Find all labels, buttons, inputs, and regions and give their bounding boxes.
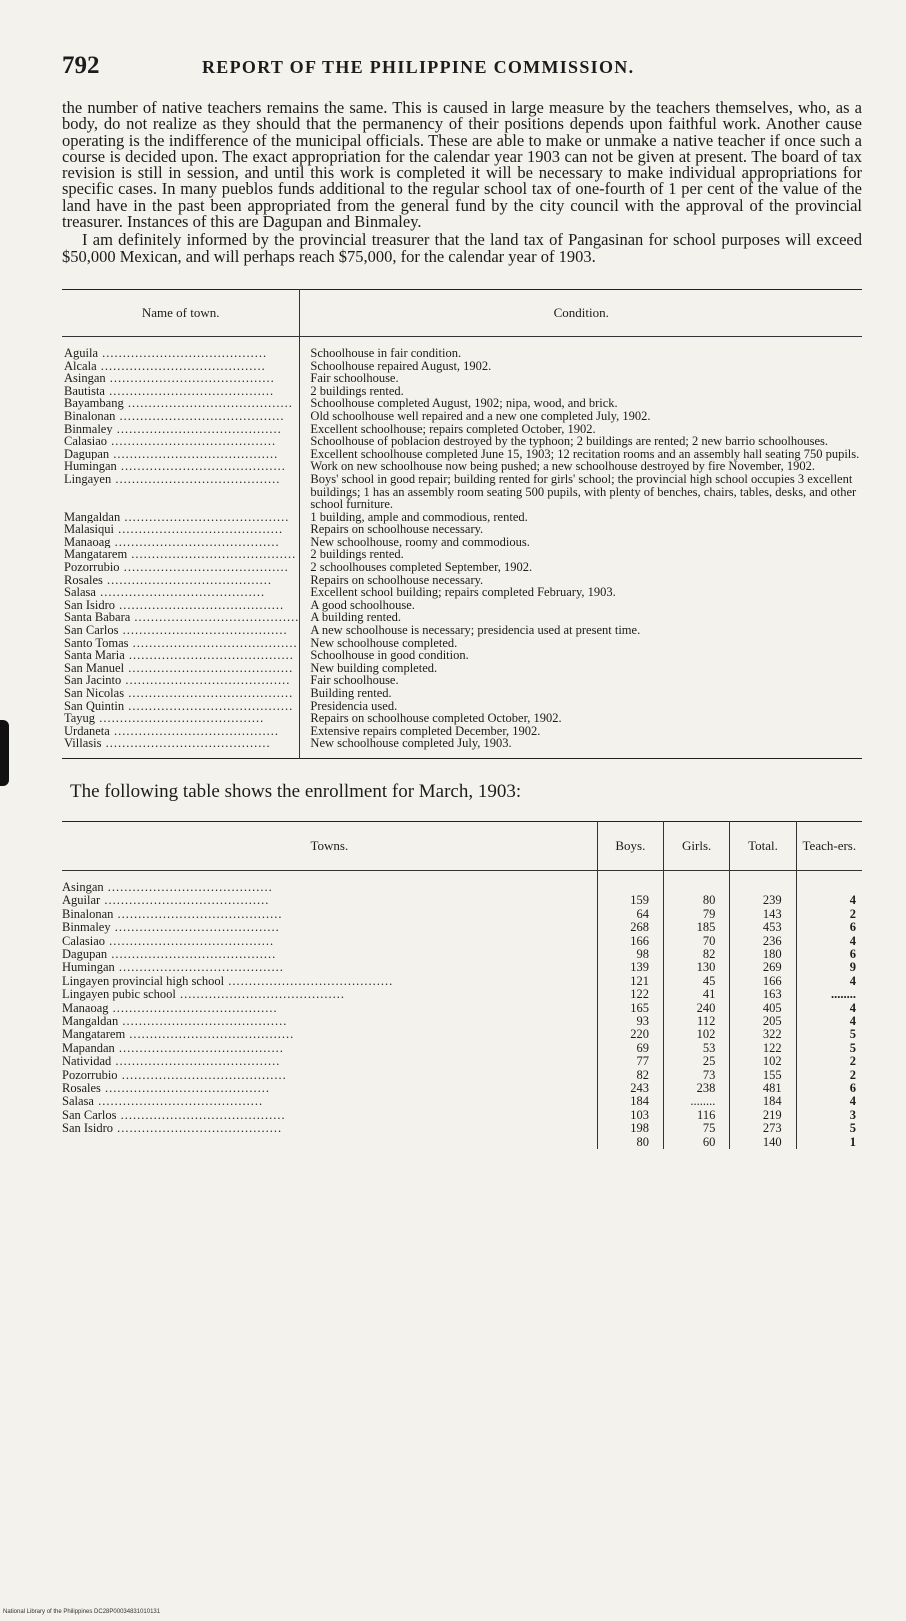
document-page xyxy=(62,52,862,1149)
town-name-cell xyxy=(62,423,300,436)
condition-row xyxy=(62,410,862,423)
town-cell xyxy=(62,1069,597,1082)
condition-text: Work on new schoolhouse now being pushed; a new schoolhouse destroyed by fire November, 1902. xyxy=(310,459,816,474)
town-name: San Carlos ..... xyxy=(62,1109,286,1122)
teachers-value: ........ xyxy=(796,988,862,1001)
enrollment-row xyxy=(62,1028,862,1041)
teachers-value: 2 xyxy=(796,1069,862,1082)
town-cell xyxy=(62,908,597,921)
total-value: 273 xyxy=(730,1122,796,1135)
town-name-cell xyxy=(62,536,300,549)
town-name: Villasis ..... xyxy=(64,737,271,750)
enrollment-row xyxy=(62,1095,862,1108)
town-cell xyxy=(62,1055,597,1068)
total-value: 205 xyxy=(730,1015,796,1028)
total-value: 122 xyxy=(730,1042,796,1055)
boys-value: 243 xyxy=(597,1082,663,1095)
enrollment-table-header xyxy=(62,821,862,870)
girls-value xyxy=(664,870,730,894)
town-name: San Isidro ..... xyxy=(62,1122,282,1135)
town-name-cell xyxy=(62,473,300,511)
town-name: San Carlos ..... xyxy=(64,624,288,637)
town-name-cell xyxy=(62,336,300,359)
girls-value: 80 xyxy=(664,894,730,907)
condition-row xyxy=(62,649,862,662)
enrollment-table xyxy=(62,821,862,1149)
condition-row xyxy=(62,662,862,675)
running-head: REPORT OF THE PHILIPPINE COMMISSION. xyxy=(202,57,635,77)
town-name: Aguilar ..... xyxy=(62,894,269,907)
enrollment-row xyxy=(62,921,862,934)
condition-text: New building completed. xyxy=(310,660,438,675)
total-value: 140 xyxy=(730,1136,796,1149)
town-name-cell xyxy=(62,725,300,738)
town-cell xyxy=(62,1136,597,1149)
town-name: Bayambang ..... xyxy=(64,397,293,410)
town-name: Santo Tomas ..... xyxy=(64,637,298,650)
enrollment-row xyxy=(62,908,862,921)
name-of-town-header: Name of town. xyxy=(62,289,300,336)
town-name: Humingan ..... xyxy=(64,460,286,473)
town-name: Manaoag ..... xyxy=(62,1002,278,1015)
town-name: Binalonan ..... xyxy=(64,410,285,423)
town-name-cell xyxy=(62,624,300,637)
town-name: San Quintin ..... xyxy=(64,700,293,713)
teachers-header: Teach-ers. xyxy=(796,821,862,870)
town-cell xyxy=(62,1122,597,1135)
condition-text: Schoolhouse in good condition. xyxy=(310,648,469,663)
girls-value: 60 xyxy=(664,1136,730,1149)
girls-value: 130 xyxy=(664,961,730,974)
town-name: Calasiao ..... xyxy=(62,935,274,948)
total-value: 453 xyxy=(730,921,796,934)
town-cell xyxy=(62,894,597,907)
town-name-cell xyxy=(62,611,300,624)
town-name: San Isidro ..... xyxy=(64,599,284,612)
town-cell xyxy=(62,988,597,1001)
town-name: Humingan ..... xyxy=(62,961,284,974)
enrollment-row xyxy=(62,935,862,948)
girls-value: 79 xyxy=(664,908,730,921)
town-name: Binmaley ..... xyxy=(62,921,280,934)
town-name: Asingan ..... xyxy=(62,880,273,894)
town-cell xyxy=(62,1028,597,1041)
girls-value: 82 xyxy=(664,948,730,961)
boys-value: 64 xyxy=(597,908,663,921)
condition-text: Excellent schoolhouse completed June 15, 1903; 12 recitation rooms and an assembly hall seating 750 pupils. xyxy=(310,446,860,461)
town-cell xyxy=(62,1095,597,1108)
condition-header: Condition. xyxy=(300,289,862,336)
girls-value: 75 xyxy=(664,1122,730,1135)
teachers-value: 1 xyxy=(796,1136,862,1149)
enrollment-row xyxy=(62,1136,862,1149)
girls-value: 73 xyxy=(664,1069,730,1082)
town-name-cell xyxy=(62,586,300,599)
girls-header: Girls. xyxy=(664,821,730,870)
teachers-value: 4 xyxy=(796,1002,862,1015)
boys-value: 80 xyxy=(597,1136,663,1149)
boys-value: 165 xyxy=(597,1002,663,1015)
town-name-cell xyxy=(62,360,300,373)
condition-text: Building rented. xyxy=(310,686,392,700)
condition-text: Boys' school in good repair; building rented for girls' school; the provincial high school occupies 3 excellent buildings; 1 has an assembly room seating 500 pupils, with plenty of benches, chairs, tables, desks, and other school furniture. xyxy=(310,471,857,512)
condition-text: 2 schoolhouses completed September, 1902. xyxy=(310,560,533,575)
condition-row xyxy=(62,372,862,385)
condition-text: Extensive repairs completed December, 1902. xyxy=(310,723,541,738)
town-name-cell xyxy=(62,687,300,700)
town-name-cell xyxy=(62,574,300,587)
boys-value: 166 xyxy=(597,935,663,948)
condition-text: A good schoolhouse. xyxy=(310,597,415,612)
paragraph-1: the number of native teachers remains the same. This is caused in large measure by the teachers themselves, who, as a body, do not realize as they should that the permanency of their positions depends upon faithful work. Another cause operating is the indifference of the municipal officials. These are able to make or unmake a native teacher if once such a course is decided upon. The exact appropriation for the calendar year 1903 can not be given at present. The board of tax revision is still in session, and until this work is completed it will be necessary to make individual appropriations for specific cases. In many pueblos funds additional to the regular school tax of one-fourth of 1 per cent of the value of the land have in the past been appropriated from the general fund by the city council with the approval of the provincial treasurer. Instances of this are Dagupan and Binmaley. xyxy=(62,98,862,232)
town-name: Rosales ..... xyxy=(64,574,272,587)
town-name-cell xyxy=(62,523,300,536)
boys-value: 122 xyxy=(597,988,663,1001)
condition-text: Excellent schoolhouse; repairs completed October, 1902. xyxy=(310,421,596,436)
town-name: Mangaldan ..... xyxy=(62,1015,287,1028)
teachers-value xyxy=(796,870,862,894)
girls-value: 53 xyxy=(664,1042,730,1055)
total-value: 166 xyxy=(730,975,796,988)
boys-header: Boys. xyxy=(597,821,663,870)
boys-value: 121 xyxy=(597,975,663,988)
town-name: Salasa ..... xyxy=(62,1095,263,1108)
condition-text: Schoolhouse in fair condition. xyxy=(310,345,462,360)
total-header: Total. xyxy=(730,821,796,870)
condition-text: New schoolhouse completed. xyxy=(310,635,458,650)
condition-row xyxy=(62,473,862,511)
teachers-value: 4 xyxy=(796,1015,862,1028)
condition-row xyxy=(62,674,862,687)
enrollment-row xyxy=(62,1082,862,1095)
boys-value: 77 xyxy=(597,1055,663,1068)
town-cell xyxy=(62,870,597,894)
enrollment-caption: The following table shows the enrollment for March, 1903: xyxy=(70,780,522,802)
town-name: Calasiao ..... xyxy=(64,435,276,448)
teachers-value: 9 xyxy=(796,961,862,974)
town-name-cell xyxy=(62,662,300,675)
teachers-value: 3 xyxy=(796,1109,862,1122)
town-name-cell xyxy=(62,372,300,385)
town-cell xyxy=(62,1042,597,1055)
town-name: Malasiqui ..... xyxy=(64,523,283,536)
town-name-cell xyxy=(62,448,300,461)
condition-row xyxy=(62,523,862,536)
town-name-cell xyxy=(62,737,300,758)
condition-row xyxy=(62,737,862,758)
paragraph-2: I am definitely informed by the provincial treasurer that the land tax of Pangasinan for school purposes will exceed $50,000 Mexican, and will perhaps reach $75,000, for the calendar year of 1903. xyxy=(62,230,862,266)
school-condition-table xyxy=(62,289,862,759)
condition-text: 2 buildings rented. xyxy=(310,547,404,562)
condition-row xyxy=(62,360,862,373)
town-name: Lingayen pubic school ..... xyxy=(62,988,345,1001)
boys-value: 98 xyxy=(597,948,663,961)
condition-text: Repairs on schoolhouse necessary. xyxy=(310,522,484,537)
condition-row xyxy=(62,712,862,725)
total-value: 236 xyxy=(730,935,796,948)
town-name: Pozorrubio ..... xyxy=(64,561,289,574)
condition-text: Fair schoolhouse. xyxy=(310,371,399,386)
town-name-cell xyxy=(62,548,300,561)
town-name-cell xyxy=(62,410,300,423)
town-name: San Manuel ..... xyxy=(64,662,293,675)
town-cell xyxy=(62,961,597,974)
boys-value xyxy=(597,870,663,894)
town-name: Mangaldan ..... xyxy=(64,511,289,524)
enrollment-row xyxy=(62,1069,862,1082)
town-name: Tayug ..... xyxy=(64,712,264,725)
teachers-value: 4 xyxy=(796,975,862,988)
boys-value: 184 xyxy=(597,1095,663,1108)
town-name: Manaoag ..... xyxy=(64,536,280,549)
town-name: Mangatarem ..... xyxy=(64,548,296,561)
enrollment-row xyxy=(62,1042,862,1055)
town-name: San Jacinto ..... xyxy=(64,674,290,687)
town-name: Bautista ..... xyxy=(64,385,274,398)
girls-value: 238 xyxy=(664,1082,730,1095)
town-name-cell xyxy=(62,712,300,725)
girls-value: 45 xyxy=(664,975,730,988)
enrollment-row xyxy=(62,961,862,974)
condition-text: 1 building, ample and commodious, rented. xyxy=(310,509,528,524)
town-name-cell xyxy=(62,599,300,612)
enrollment-row xyxy=(62,988,862,1001)
town-name-cell xyxy=(62,561,300,574)
total-value: 481 xyxy=(730,1082,796,1095)
condition-row xyxy=(62,586,862,599)
boys-value: 198 xyxy=(597,1122,663,1135)
condition-text: 2 buildings rented. xyxy=(310,383,404,398)
condition-text: Old schoolhouse well repaired and a new one completed July, 1902. xyxy=(310,408,651,423)
enrollment-row xyxy=(62,870,862,894)
town-name: Lingayen ..... xyxy=(64,473,280,486)
boys-value: 268 xyxy=(597,921,663,934)
boys-value: 82 xyxy=(597,1069,663,1082)
total-value xyxy=(730,870,796,894)
girls-value: 41 xyxy=(664,988,730,1001)
condition-text: A building rented. xyxy=(310,610,402,625)
teachers-value: 2 xyxy=(796,1055,862,1068)
town-name-cell xyxy=(62,397,300,410)
enrollment-row xyxy=(62,1055,862,1068)
enrollment-table-body xyxy=(62,870,862,1149)
girls-value: 102 xyxy=(664,1028,730,1041)
condition-text: Fair schoolhouse. xyxy=(310,673,399,688)
town-name: Binmaley ..... xyxy=(64,423,282,436)
town-name: San Nicolas ..... xyxy=(64,687,293,700)
boys-value: 220 xyxy=(597,1028,663,1041)
town-cell xyxy=(62,1002,597,1015)
enrollment-row xyxy=(62,975,862,988)
boys-value: 93 xyxy=(597,1015,663,1028)
town-name: Santa Babara ..... xyxy=(64,611,299,624)
town-cell xyxy=(62,921,597,934)
town-name: Mapandan ..... xyxy=(62,1042,284,1055)
town-cell xyxy=(62,935,597,948)
town-name: Binalonan ..... xyxy=(62,908,283,921)
town-name-cell xyxy=(62,511,300,524)
teachers-value: 4 xyxy=(796,935,862,948)
town-name: Lingayen provincial high school ..... xyxy=(62,975,393,988)
binding-mark xyxy=(0,720,9,786)
total-value: 155 xyxy=(730,1069,796,1082)
teachers-value: 6 xyxy=(796,948,862,961)
total-value: 405 xyxy=(730,1002,796,1015)
town-name: Alcala ..... xyxy=(64,360,266,373)
enrollment-row xyxy=(62,894,862,907)
town-cell xyxy=(62,948,597,961)
town-name-cell xyxy=(62,385,300,398)
condition-text: Presidencia used. xyxy=(310,698,398,713)
condition-table-body xyxy=(62,336,862,758)
condition-text: Excellent school building; repairs completed February, 1903. xyxy=(310,585,616,600)
boys-value: 69 xyxy=(597,1042,663,1055)
town-name-cell xyxy=(62,637,300,650)
boys-value: 103 xyxy=(597,1109,663,1122)
town-name: Mangatarem ..... xyxy=(62,1028,294,1041)
enrollment-row xyxy=(62,1015,862,1028)
total-value: 322 xyxy=(730,1028,796,1041)
town-name: Aguila ..... xyxy=(64,346,267,360)
town-name-cell xyxy=(62,700,300,713)
town-cell xyxy=(62,975,597,988)
teachers-value: 4 xyxy=(796,894,862,907)
town-name-cell xyxy=(62,460,300,473)
total-value: 184 xyxy=(730,1095,796,1108)
total-value: 219 xyxy=(730,1109,796,1122)
boys-value: 139 xyxy=(597,961,663,974)
boys-value: 159 xyxy=(597,894,663,907)
enrollment-row xyxy=(62,948,862,961)
condition-text: Schoolhouse completed August, 1902; nipa, wood, and brick. xyxy=(310,396,618,411)
page-footer: National Library of the Philippines DC28P00034831010131 xyxy=(3,1609,161,1615)
teachers-value: 6 xyxy=(796,1082,862,1095)
teachers-value: 5 xyxy=(796,1028,862,1041)
page-number: 792 xyxy=(62,52,100,79)
girls-value: 185 xyxy=(664,921,730,934)
condition-row xyxy=(62,687,862,700)
town-name: Natividad ..... xyxy=(62,1055,280,1068)
town-name: Dagupan ..... xyxy=(62,948,276,961)
condition-row xyxy=(62,561,862,574)
teachers-value: 4 xyxy=(796,1095,862,1108)
condition-text: Schoolhouse of poblacion destroyed by the typhoon; 2 buildings are rented; 2 new barrio schoolhouses. xyxy=(310,434,829,449)
condition-text: Repairs on schoolhouse completed October, 1902. xyxy=(310,711,562,726)
condition-text: Schoolhouse repaired August, 1902. xyxy=(310,358,492,373)
town-name: Asingan ..... xyxy=(64,372,275,385)
town-name: Dagupan ..... xyxy=(64,448,278,461)
enrollment-row xyxy=(62,1122,862,1135)
girls-value: 116 xyxy=(664,1109,730,1122)
condition-row xyxy=(62,336,862,359)
town-name: Pozorrubio ..... xyxy=(62,1069,287,1082)
enrollment-row xyxy=(62,1002,862,1015)
girls-value: 112 xyxy=(664,1015,730,1028)
total-value: 239 xyxy=(730,894,796,907)
condition-row xyxy=(62,624,862,637)
town-name: Rosales ..... xyxy=(62,1082,270,1095)
town-cell xyxy=(62,1082,597,1095)
girls-value: 240 xyxy=(664,1002,730,1015)
town-name: Santa Maria ..... xyxy=(64,649,294,662)
condition-table-header xyxy=(62,289,862,336)
teachers-value: 2 xyxy=(796,908,862,921)
town-name: Salasa ..... xyxy=(64,586,265,599)
total-value: 143 xyxy=(730,908,796,921)
condition-row xyxy=(62,536,862,549)
total-value: 180 xyxy=(730,948,796,961)
town-cell xyxy=(62,1109,597,1122)
condition-row xyxy=(62,435,862,448)
total-value: 163 xyxy=(730,988,796,1001)
town-name-cell xyxy=(62,674,300,687)
town-name-cell xyxy=(62,435,300,448)
total-value: 269 xyxy=(730,961,796,974)
teachers-value: 5 xyxy=(796,1042,862,1055)
girls-value: 25 xyxy=(664,1055,730,1068)
teachers-value: 5 xyxy=(796,1122,862,1135)
condition-text: A new schoolhouse is necessary; presidencia used at present time. xyxy=(310,623,641,638)
teachers-value: 6 xyxy=(796,921,862,934)
town-name: Urdaneta ..... xyxy=(64,725,279,738)
town-cell xyxy=(62,1015,597,1028)
girls-value: 70 xyxy=(664,935,730,948)
towns-header: Towns. xyxy=(62,821,597,870)
condition-text: New schoolhouse completed July, 1903. xyxy=(310,736,512,751)
total-value: 102 xyxy=(730,1055,796,1068)
town-name-cell xyxy=(62,649,300,662)
girls-value: ........ xyxy=(664,1095,730,1108)
condition-row xyxy=(62,599,862,612)
condition-text: Repairs on schoolhouse necessary. xyxy=(310,572,484,587)
page-header xyxy=(62,52,862,92)
enrollment-row xyxy=(62,1109,862,1122)
condition-text: New schoolhouse, roomy and commodious. xyxy=(310,534,530,549)
